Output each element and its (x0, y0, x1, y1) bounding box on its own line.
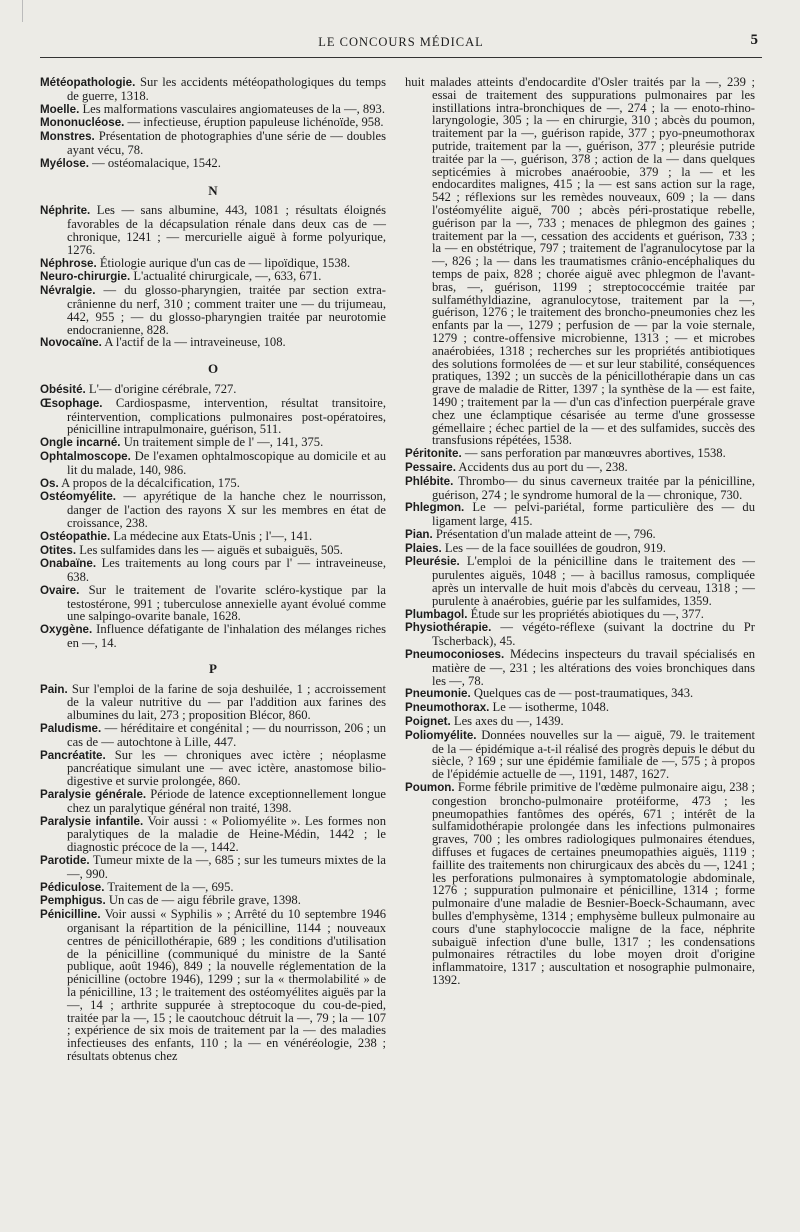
entry-term: Onabaïne. (40, 557, 97, 571)
index-entry (405, 781, 755, 987)
entry-term: Mononucléose. (40, 116, 125, 130)
entry-text: Traitement de la —, 695. (104, 879, 234, 894)
entry-term: Péritonite. (405, 447, 462, 461)
entry-text: Influence défatigante de l'inhalation des mélanges riches en —, 14. (67, 622, 386, 651)
entry-term: Os. (40, 476, 59, 490)
entry-text: Période de latence exceptionnellement longue chez un paralytique général non traité, 1398. (67, 787, 386, 815)
page-header (40, 32, 762, 54)
header-rule (40, 57, 762, 58)
entry-term: Monstres. (40, 130, 95, 144)
index-entry (40, 623, 386, 650)
index-entry (405, 528, 755, 542)
index-entry (40, 530, 386, 544)
entry-term: Myélose. (40, 156, 89, 170)
entry-text: Le — pelvi-pariétal, forme particulière des — du ligament large, 415. (432, 500, 755, 529)
entry-term: Pemphigus. (40, 894, 106, 908)
index-entry (40, 908, 386, 1063)
entry-text: — héréditaire et congénital ; — du nourrisson, 206 ; un cas de — autochtone à Lille, 447. (67, 721, 386, 749)
index-entry (40, 490, 386, 529)
index-entry (40, 683, 386, 722)
entry-text: L'actualité chirurgicale, —, 633, 671. (130, 269, 322, 284)
entry-term: Poumon. (405, 781, 455, 795)
entry-term: Œsophage. (40, 396, 103, 410)
index-entry (40, 749, 386, 788)
index-entry (405, 447, 755, 461)
entry-term: Pancréatite. (40, 748, 106, 762)
entry-text: Voir aussi : « Poliomyélite ». Les formes non paralytiques de la maladie de Heine-Médin, 1442 ; le diagnostic précoce de la —, 1442. (67, 813, 386, 855)
entry-term: Néphrite. (40, 204, 91, 218)
entry-term: Paralysie infantile. (40, 814, 144, 828)
entry-term: Phlegmon. (405, 501, 465, 515)
entry-term: Pleurésie. (405, 555, 460, 569)
entry-term: Novocaïne. (40, 336, 102, 350)
entry-text: Voir aussi « Syphilis » ; Arrêté du 10 septembre 1946 organisant la répartition de la pénicilline, 1144 ; nouveaux centres de pénicillothérapie, 689 ; les conditions d'utilisation de la pénicilline (communiqué du ministre de la Santé publique, août 1946), 849 ; la nouvelle réglementation de la pénicilline (octobre 1946), 1299 ; sur la « thermolabilité » de la pénicilline, 13 ; le traitement des ostéomyélites aiguës par la —, 14 ; arthrite suppurée à streptocoque du cou-de-pied, traitée par la —, 15 ; le caoutchouc détruit la —, 79 ; la — 107 ; expérience de six mois de traitement par la — des maladies infectieuses des enfants, 110 ; la — en vénéréologie, 238 ; résultats obtenus chez (67, 907, 386, 1063)
index-entry (40, 894, 386, 908)
entry-text: Un traitement simple de l' —, 141, 375. (120, 435, 324, 450)
entry-text: Cardiospasme, intervention, résultat transitoire, réintervention, complications pulmonaires post-opératoires, pénicilline intrapulmonaire, guérison, 511. (67, 395, 386, 437)
entry-text: Le — isotherme, 1048. (489, 700, 610, 715)
entry-text: Un cas de — aigu fébrile grave, 1398. (105, 893, 301, 908)
entry-text: — ostéomalacique, 1542. (88, 155, 221, 170)
entry-text: — infectieuse, éruption papuleuse lichénoïde, 958. (124, 115, 384, 130)
index-entry (40, 477, 386, 491)
index-entry (405, 608, 755, 622)
entry-term: Pneumonie. (405, 687, 471, 701)
entry-term: Ophtalmoscope. (40, 449, 131, 463)
entry-text: A l'actif de la — intraveineuse, 108. (101, 335, 286, 350)
index-entry (405, 501, 755, 528)
index-entry (40, 103, 386, 117)
index-entry (405, 687, 755, 701)
entry-text: L'— d'origine cérébrale, 727. (85, 381, 237, 396)
entry-text: — du glosso-pharyngien, traitée par section extra-crânienne du nerf, 310 ; comment traiter une — du trijumeau, 442, 955 ; — du glosso-pharyngien traitée par neurotomie endocranienne, 828. (67, 283, 386, 337)
entry-text: Données nouvelles sur la — aiguë, 79. le traitement de la — épidémique a-t-il réalisé des progrès depuis le début du siècle, ? 169 ; sur une épidémie familiale de —, 575 ; à propos de l'épidémie actuelle de —, 1191, 1487, 1627. (432, 727, 755, 782)
entry-text: Thrombo— du sinus caverneux traitée par la pénicilline, guérison, 274 ; le syndrome humoral de la — chronique, 730. (432, 473, 755, 502)
index-entry (405, 701, 755, 715)
entry-text: Les malformations vasculaires angiomateuses de la —, 893. (79, 101, 385, 116)
entry-text: Présentation d'un malade atteint de —, 796. (432, 526, 656, 541)
entry-term: Pédiculose. (40, 880, 105, 894)
page-corner-mark (0, 0, 23, 22)
entry-text: Sur les — chroniques avec ictère ; néoplasme pancréatique simulant une — avec ictère, anastomose bilio-digestive et survie prolongée, 860. (67, 747, 386, 789)
entry-term: Ostéomyélite. (40, 490, 117, 504)
entry-text: Forme fébrile primitive de l'œdème pulmonaire aigu, 238 ; congestion broncho-pulmonaire protéiforme, 473 ; les pneumopathies fantômes des opérés, 671 ; intérêt de la sulfamidothérapie prolongée dans les infections pulmonaires graves, 700 ; les ombres radiologiques pulmonaires étendues, diffuses et fugaces de certaines pneumopathies aiguës, 1119 ; faillite des traitements non chirurgicaux des abcès du —, 1241 ; les perforations pulmonaires à symptomatologie abdominale, 1276 ; suppuration pulmonaire et pénicilline, 1314 ; forme pulmonaire d'une maladie de Besnier-Boeck-Schaumann, avec bulles d'emphysème, 1314 ; emphysème bulleux pulmonaire au cours d'une staphylococcie maligne de la face, néphrite subaiguë infection d'une bulle, 1317 ; les condensations pulmonaires rétractiles du lobe moyen droit d'origine inflammatoire, 1317 ; auscultation et nosographie pulmonaire, 1392. (432, 780, 755, 987)
entry-term: Otites. (40, 543, 77, 557)
entry-text: Sur le traitement de l'ovarite scléro-kystique par la testostérone, 991 ; tuberculose annexielle ayant évolué comme une salpingo-ovarite banale, 1628. (67, 582, 386, 624)
entry-text: huit malades atteints d'endocardite d'Osler traités par la —, 239 ; essai de traitement des suppurations pulmonaires par les instillations intra-bronchiques de —, 274 ; la — enoto-rhino-laryngologie, 305 ; la — en chirurgie, 310 ; abcès du poumon, traitement par la —, guérison rapide, 377 ; pyo-pneumothorax putride, traitement par la —, guérison, 377 ; pleurésie putride traitée par la —, guérison, 378 ; action de la — dans quelques septicémies à microbes anaéroobie, 379 ; la — et les endocardites malignes, 415 ; la — est sans action sur la rage, 542 ; réflexions sur les remèdes nouveaux, 609 ; la — dans l'ostéomyélite aiguë, 700 ; abcès péri-prostatique rebelle, guérison par la —, 733 ; menaces de phlegmon des gaines ; traitement par la —, cessation des accidents et guérison, 733 ; la — en obstétrique, 797 ; traitement de l'agranulocytose par la —, 826 ; la — dans les traumatismes crânio-encéphaliques du temps de paix, 828 ; chorée aiguë avec phlegmon de l'avant-bras, —, guérison, 1199 ; streptococcémie traitée par sulfaméthyldiazine, agranulocytose, traitement par la —, guérison, 1276 ; le traitement des broncho-pneumonies chez les enfants par la —, 1279 ; perfusion de — par la voie sternale, 1279 ; contre-offensive microbienne, 1313 ; — et microbes anaérobiées, 1318 ; recherches sur les propriétés antibiotiques des solutions formolées de — et sur leur stabilité, conséquences pratiques, 1392 ; un succès de la pénicillothérapie dans un cas grave de maladie de Ritter, 1397 ; la synthèse de la — est faite, 1490 ; traitement par la — d'un cas d'infection puerpérale grave chez une éclamptique césarisée au terme d'une grossesse gémellaire ; échec partiel de la — et des sulfamides, succès des transfusions répétées, 1538. (405, 75, 755, 448)
index-entry (40, 383, 386, 397)
entry-term: Neuro-chirurgie. (40, 270, 131, 284)
section-heading: O (207, 361, 219, 377)
entry-text: — apyrétique de la hanche chez le nourrisson, danger de l'action des rayons X sur les membres en état de croissance, 238. (67, 489, 386, 530)
section-heading: P (209, 660, 217, 676)
page-number: 5 (750, 32, 758, 48)
entry-term: Néphrose. (40, 256, 97, 270)
entry-term: Physiothérapie. (405, 621, 492, 635)
entry-text: De l'examen ophtalmoscopique au domicile et au lit du malade, 140, 986. (67, 448, 386, 477)
index-entry (405, 621, 755, 648)
entry-term: Pneumothorax. (405, 701, 490, 715)
entry-term: Pian. (405, 527, 433, 541)
index-entry (40, 116, 386, 130)
index-entry (40, 157, 386, 171)
index-entry (40, 76, 386, 103)
entry-text: Les — de la face souillées de goudron, 919. (441, 540, 666, 555)
index-entry (405, 648, 755, 687)
entry-term: Névralgie. (40, 284, 96, 298)
entry-text: — végéto-réflexe (suivant la doctrine du Pr Tscherback), 45. (432, 620, 755, 649)
entry-text: Les traitements au long cours par l' — intraveineuse, 638. (67, 556, 386, 585)
entry-term: Pessaire. (405, 460, 456, 474)
index-entry (405, 475, 755, 502)
entry-term: Obésité. (40, 382, 86, 396)
entry-term: Pain. (40, 682, 68, 696)
entry-text: Étude sur les propriétés abiotiques du —, 377. (467, 606, 704, 621)
running-title: LE CONCOURS MÉDICAL (318, 35, 484, 49)
entry-text: A propos de la décalcification, 175. (58, 475, 240, 490)
entry-text: Accidents dus au port du —, 238. (455, 459, 628, 474)
entry-term: Poignet. (405, 715, 451, 729)
index-entry (40, 881, 386, 895)
index-entry (40, 722, 386, 749)
section-heading: N (208, 182, 218, 198)
entry-term: Parotide. (40, 854, 90, 868)
entry-text: Médecins inspecteurs du travail spécialisés en matière de —, 231 ; les altérations des voies bronchiques dans les —, 78. (432, 647, 755, 688)
index-entry (40, 397, 386, 436)
entry-text: Sur l'emploi de la farine de soja deshuilée, 1 ; accroissement de la valeur nutritive du — par l'addition aux farines des albumines du lait, 273 ; proposition Blécor, 860. (67, 681, 386, 723)
entry-text: L'emploi de la pénicilline dans le traitement des — purulentes aiguës, 1048 ; — à bacillus ramosus, compliquée après un intervalle de huit mois d'abcès du cerveau, 1318 ; — purulente à anaérobies, guérie par les sulfamides, 1359. (432, 554, 755, 608)
entry-text: Les sulfamides dans les — aiguës et subaiguës, 505. (76, 542, 343, 557)
index-entry (40, 130, 386, 157)
entry-term: Plumbagol. (405, 607, 468, 621)
index-entry (40, 336, 386, 350)
entry-term: Phlébite. (405, 474, 454, 488)
entry-text: Les — sans albumine, 443, 1081 ; résultats éloignés favorables de la décapsulation rénale dans deux cas de — chronique, 1241 ; — mercurielle aiguë à forme polyurique, 1276. (67, 203, 386, 257)
index-entry (405, 715, 755, 729)
entry-text: Présentation de photographies d'une série de — doubles ayant vécu, 78. (67, 129, 386, 157)
entry-term: Oxygène. (40, 623, 93, 637)
index-entry (40, 450, 386, 477)
index-entry (405, 729, 755, 781)
index-entry (40, 854, 386, 881)
index-entry (40, 436, 386, 450)
entry-text: Étiologie aurique d'un cas de — lipoïdique, 1538. (96, 255, 351, 270)
index-entry (405, 542, 755, 556)
entry-text: Tumeur mixte de la —, 685 ; sur les tumeurs mixtes de la —, 990. (67, 853, 386, 881)
entry-term: Moelle. (40, 102, 80, 116)
entry-text: Les axes du —, 1439. (450, 714, 564, 729)
entry-text: Quelques cas de — post-traumatiques, 343. (470, 686, 694, 701)
index-entry (40, 788, 386, 815)
entry-text: La médecine aux Etats-Unis ; l'—, 141. (110, 528, 313, 543)
index-entry (40, 557, 386, 584)
index-column-left (40, 76, 386, 1063)
index-entry (40, 544, 386, 558)
index-entry (40, 815, 386, 854)
index-entry (40, 284, 386, 336)
entry-term: Poliomyélite. (405, 728, 477, 742)
index-entry (40, 257, 386, 271)
entry-term: Pneumoconioses. (405, 648, 505, 662)
index-column-right (405, 76, 755, 987)
index-entry (405, 555, 755, 607)
index-entry (40, 204, 386, 256)
entry-term: Ongle incarné. (40, 436, 121, 450)
index-entry (40, 270, 386, 284)
entry-text: — sans perforation par manœuvres abortives, 1538. (461, 446, 726, 461)
index-entry (405, 76, 755, 447)
entry-term: Météopathologie. (40, 76, 136, 89)
entry-term: Ostéopathie. (40, 529, 111, 543)
index-entry (40, 584, 386, 623)
index-entry (405, 461, 755, 475)
entry-term: Paralysie générale. (40, 788, 147, 802)
entry-term: Plaies. (405, 541, 442, 555)
entry-term: Ovaire. (40, 583, 80, 597)
entry-text: Sur les accidents météopathologiques du temps de guerre, 1318. (67, 75, 386, 103)
entry-term: Pénicilline. (40, 908, 101, 922)
entry-term: Paludisme. (40, 722, 102, 736)
